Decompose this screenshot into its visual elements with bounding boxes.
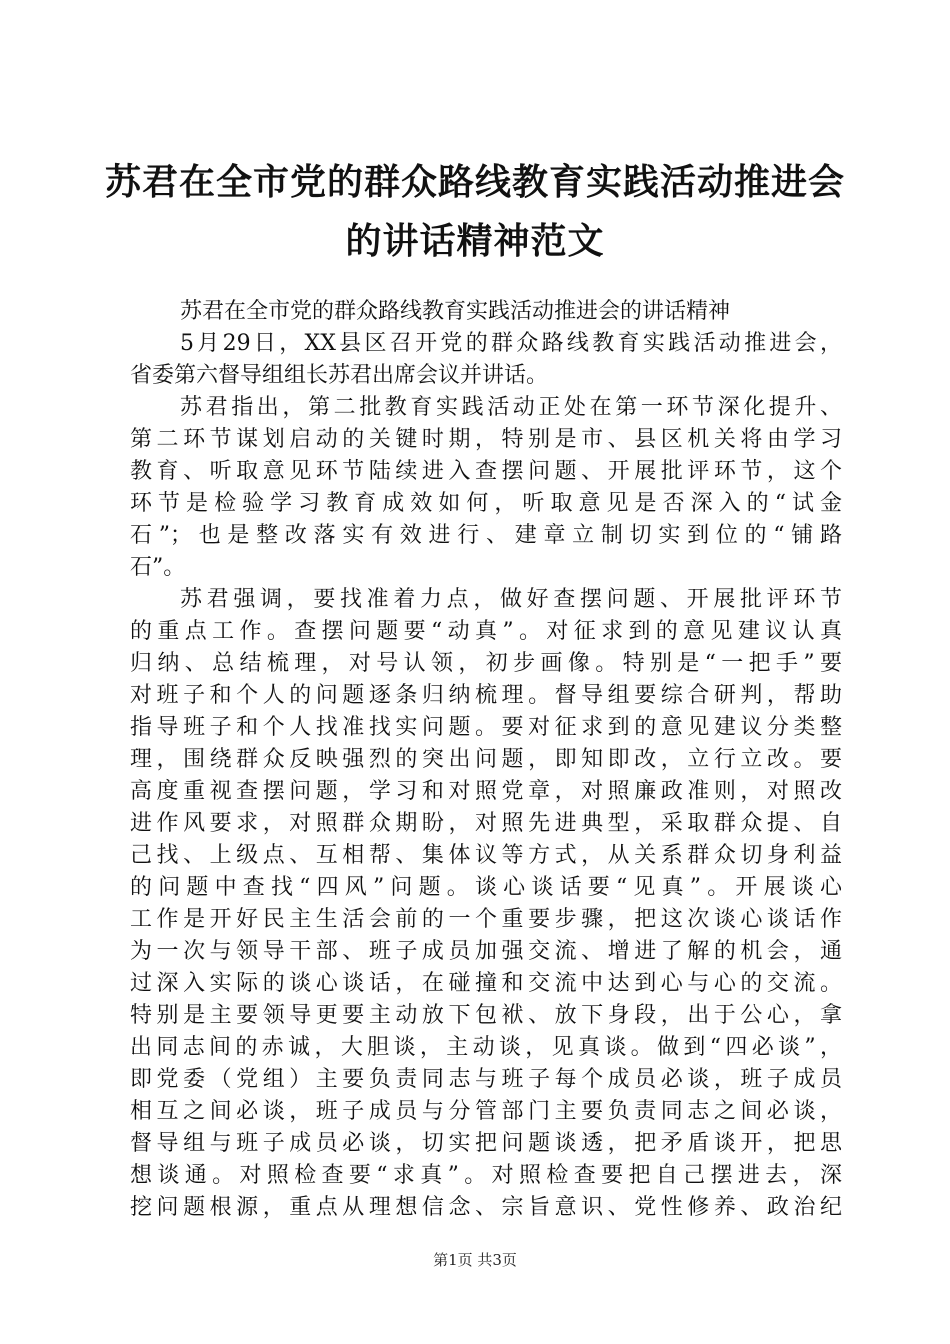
body-line: 的问题中查找“四风”问题。谈心谈话要“见真”。开展谈心 xyxy=(130,875,842,900)
body-line: 教育、听取意见环节陆续进入查摆问题、开展批评环节，这个 xyxy=(130,459,842,484)
body-line: 工作是开好民主生活会前的一个重要步骤，把这次谈心谈话作 xyxy=(130,907,842,932)
body-line: 苏君在全市党的群众路线教育实践活动推进会的讲话精神 xyxy=(180,299,731,324)
body-line: 即党委（党组）主要负责同志与班子每个成员必谈，班子成员 xyxy=(130,1067,842,1092)
body-line: 苏君强调，要找准着力点，做好查摆问题、开展批评环节 xyxy=(180,587,842,612)
body-line: 进作风要求，对照群众期盼，对照先进典型，采取群众提、自 xyxy=(130,811,842,836)
body-line: 想谈通。对照检查要“求真”。对照检查要把自己摆进去，深 xyxy=(130,1163,842,1188)
body-line: 5月29日，XX县区召开党的群众路线教育实践活动推进会， xyxy=(180,331,842,356)
body-line: 归纳、总结梳理，对号认领，初步画像。特别是“一把手”要 xyxy=(130,651,842,676)
body-line: 挖问题根源，重点从理想信念、宗旨意识、党性修养、政治纪 xyxy=(130,1195,842,1220)
body-line: 苏君指出，第二批教育实践活动正处在第一环节深化提升、 xyxy=(180,395,842,420)
document-title-line-2: 的讲话精神范文 xyxy=(345,221,605,262)
body-line: 省委第六督导组组长苏君出席会议并讲话。 xyxy=(130,363,549,388)
body-line: 对班子和个人的问题逐条归纳梳理。督导组要综合研判，帮助 xyxy=(130,683,842,708)
body-line: 特别是主要领导更要主动放下包袱、放下身段，出于公心，拿 xyxy=(130,1003,842,1028)
document-body xyxy=(130,296,842,1224)
body-line: 督导组与班子成员必谈，切实把问题谈透，把矛盾谈开，把思 xyxy=(130,1131,842,1156)
page-footer: 第1页 共3页 xyxy=(433,1251,517,1269)
body-line: 过深入实际的谈心谈话，在碰撞和交流中达到心与心的交流。 xyxy=(130,971,842,996)
document-title-line-1: 苏君在全市党的群众路线教育实践活动推进会 xyxy=(104,162,845,203)
body-line: 环节是检验学习教育成效如何，听取意见是否深入的“试金 xyxy=(130,491,842,516)
body-line: 石”。 xyxy=(130,555,186,580)
body-line: 第二环节谋划启动的关键时期，特别是市、县区机关将由学习 xyxy=(130,427,842,452)
body-line: 己找、上级点、互相帮、集体议等方式，从关系群众切身利益 xyxy=(130,843,842,868)
body-line: 为一次与领导干部、班子成员加强交流、增进了解的机会，通 xyxy=(130,939,842,964)
body-line: 相互之间必谈，班子成员与分管部门主要负责同志之间必谈， xyxy=(130,1099,842,1124)
body-line: 石”；也是整改落实有效进行、建章立制切实到位的“铺路 xyxy=(130,523,842,548)
body-line: 指导班子和个人找准找实问题。要对征求到的意见建议分类整 xyxy=(130,715,842,740)
body-line: 高度重视查摆问题，学习和对照党章，对照廉政准则，对照改 xyxy=(130,779,842,804)
body-line: 理，围绕群众反映强烈的突出问题，即知即改，立行立改。要 xyxy=(130,747,842,772)
body-line: 出同志间的赤诚，大胆谈，主动谈，见真谈。做到“四必谈”， xyxy=(130,1035,842,1060)
body-line: 的重点工作。查摆问题要“动真”。对征求到的意见建议认真 xyxy=(130,619,842,644)
